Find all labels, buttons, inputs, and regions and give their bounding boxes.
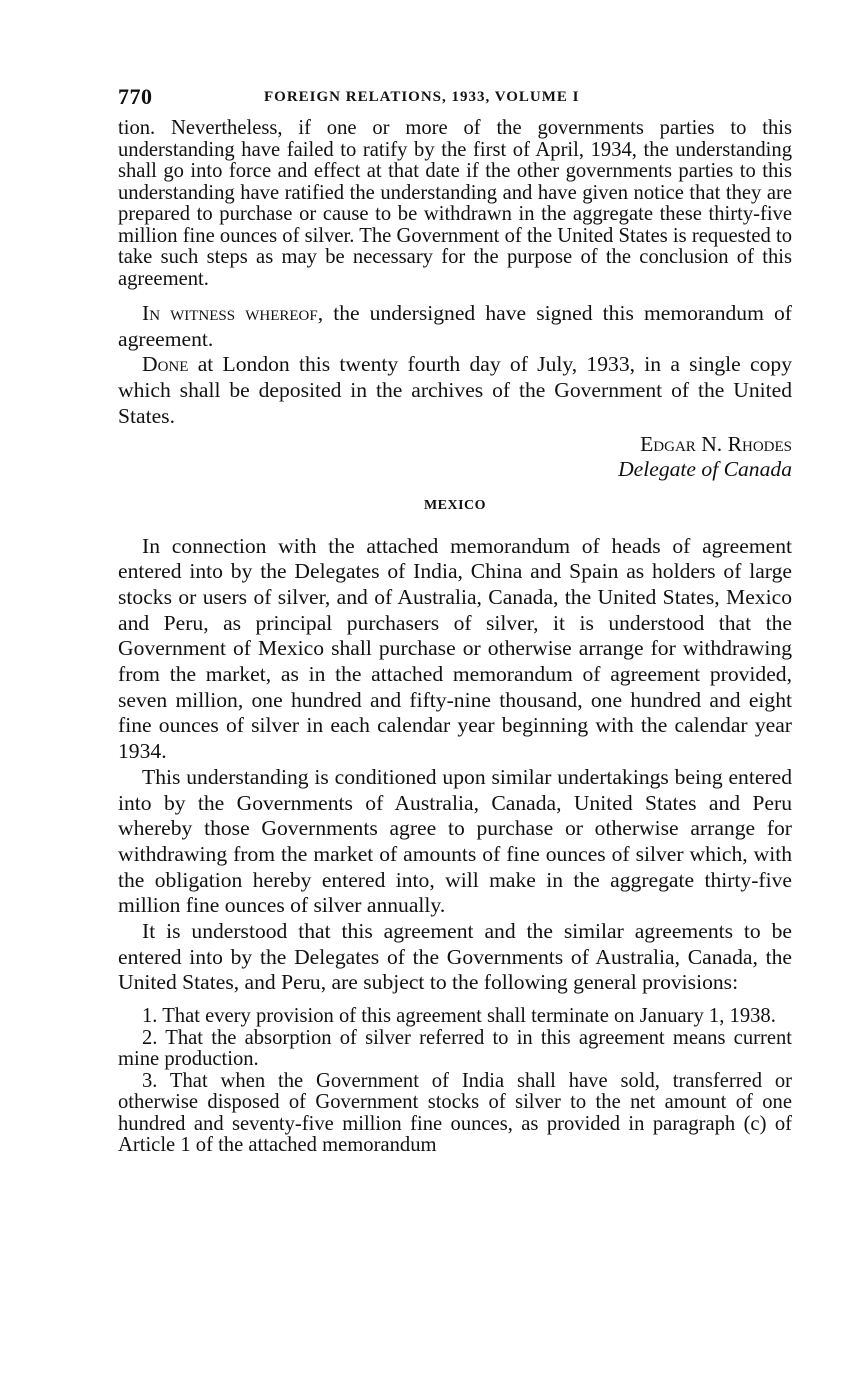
running-title: FOREIGN RELATIONS, 1933, VOLUME I [264, 89, 580, 105]
witness-text: the undersigned have signed this memorandum of agreement. [118, 301, 792, 351]
paragraph-3: It is understood that this agreement and the similar agreements to be entered into by the Delegates of the Governments of Australia, Canada, the United States, and Peru, are subject to the following general provisions: [118, 919, 792, 995]
signer-title: Delegate of Canada [618, 456, 792, 481]
witness-paragraph [118, 301, 792, 352]
provision-2: 2. That the absorption of silver referred to in this agreement means current mine production. [118, 1026, 792, 1071]
paragraph-1: In connection with the attached memorandum of heads of agreement entered into by the Delegates of India, China and Spain as holders of large stocks or users of silver, and of Australia, Canada, the United States, Mexico and Peru, as principal purchasers of silver, it is understood that the Government of Mexico shall purchase or otherwise arrange for withdrawing from the market, as in the attached memorandum of agreement provided, seven million, one hundred and fifty-nine thousand, one hundred and eight fine ounces of silver in each calendar year beginning with the calendar year 1934. [118, 533, 792, 764]
page-number: 770 [118, 84, 153, 109]
paragraph-2: This understanding is conditioned upon similar undertakings being entered into by the Governments of Australia, Canada, United States and Peru whereby those Governments agree to purchase or otherwise arrange for withdrawing from the market of amounts of fine ounces of silver which, with the obligation hereby entered into, will make in the aggregate thirty-five million fine ounces of silver annually. [118, 764, 792, 918]
section-heading: MEXICO [423, 497, 487, 513]
witness-lead: In witness whereof, [142, 301, 324, 325]
signer-name: Edgar N. Rhodes [640, 431, 792, 456]
running-head [118, 84, 792, 114]
provision-1: 1. That every provision of this agreement shall terminate on January 1, 1938. [142, 1005, 776, 1028]
document-page [118, 84, 792, 1157]
provision-3: 3. That when the Government of India shall have sold, transferred or otherwise disposed of Government stocks of silver to the net amount of one hundred and seventy-five million fine ounces, as provided in paragraph (c) of Article 1 of the attached memorandum [118, 1069, 792, 1157]
continuation-paragraph: tion. Nevertheless, if one or more of the governments parties to this understanding have failed to ratify by the first of April, 1934, the understanding shall go into force and effect at that date if the other governments parties to this understanding have ratified the understanding and have given notice that they are prepared to purchase or cause to be withdrawn in the aggregate these thirty-five million fine ounces of silver. The Government of the United States is requested to take such steps as may be necessary for the purpose of the conclusion of this agreement. [118, 117, 792, 290]
done-text: at London this twenty fourth day of July, 1933, in a single copy which shall be deposited in the archives of the Government of the United States. [118, 352, 792, 428]
done-paragraph [118, 352, 792, 429]
done-lead: Done [142, 352, 189, 377]
